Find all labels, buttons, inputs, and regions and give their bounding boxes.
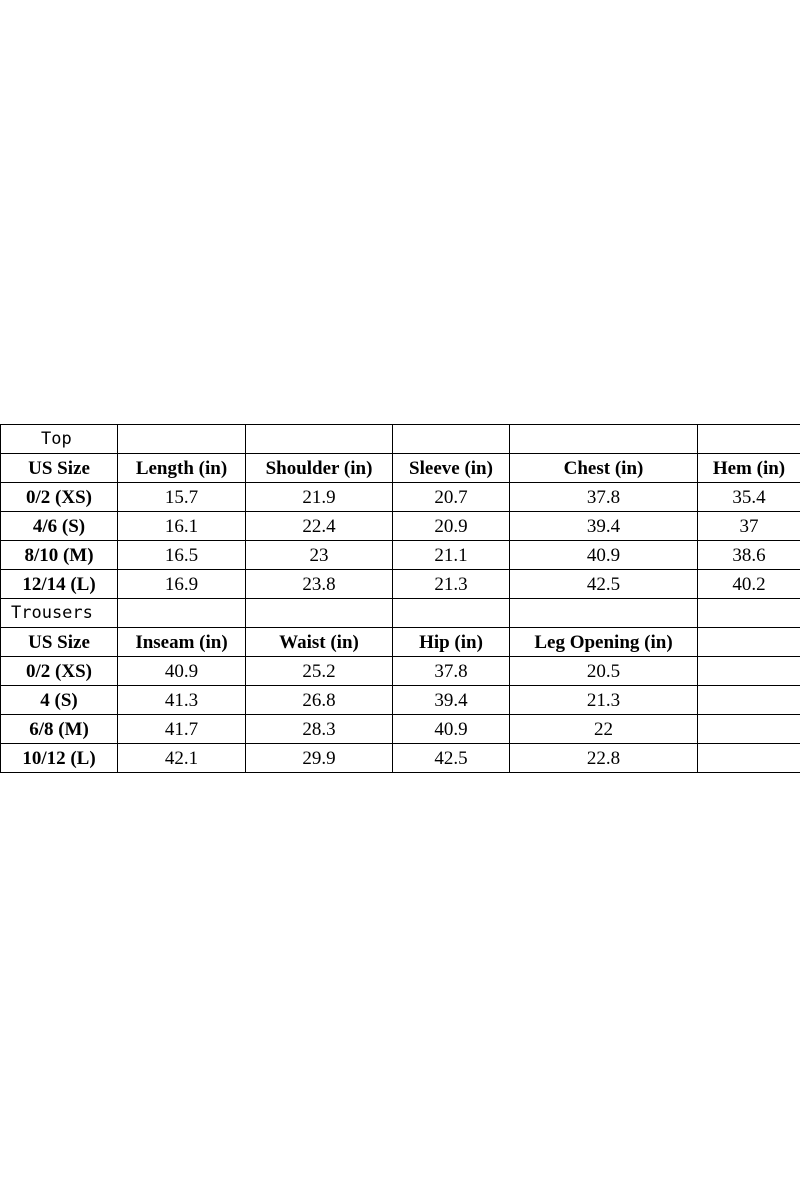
table-cell bbox=[698, 715, 800, 744]
empty-cell bbox=[246, 599, 393, 628]
table-cell: 20.5 bbox=[510, 657, 698, 686]
table-cell: 16.1 bbox=[118, 512, 246, 541]
table-cell: 42.5 bbox=[510, 570, 698, 599]
table-cell: 39.4 bbox=[393, 686, 510, 715]
empty-cell bbox=[118, 599, 246, 628]
empty-cell bbox=[510, 425, 698, 454]
table-cell: 42.5 bbox=[393, 744, 510, 773]
table-cell bbox=[698, 657, 800, 686]
empty-cell bbox=[393, 599, 510, 628]
empty-cell bbox=[698, 599, 800, 628]
table-cell: 21.3 bbox=[393, 570, 510, 599]
table-cell: 39.4 bbox=[510, 512, 698, 541]
size-label: 6/8 (M) bbox=[1, 715, 118, 744]
table-cell: 16.5 bbox=[118, 541, 246, 570]
table-row bbox=[1, 715, 800, 744]
size-label: 4/6 (S) bbox=[1, 512, 118, 541]
table-cell bbox=[698, 744, 800, 773]
table-cell: 26.8 bbox=[246, 686, 393, 715]
empty-cell bbox=[393, 425, 510, 454]
table-cell: 21.1 bbox=[393, 541, 510, 570]
table-cell: 41.7 bbox=[118, 715, 246, 744]
size-label: 10/12 (L) bbox=[1, 744, 118, 773]
top-section-row bbox=[1, 425, 800, 454]
size-label: 4 (S) bbox=[1, 686, 118, 715]
column-header: Inseam (in) bbox=[118, 628, 246, 657]
column-header: US Size bbox=[1, 628, 118, 657]
table-cell: 28.3 bbox=[246, 715, 393, 744]
table-cell: 20.9 bbox=[393, 512, 510, 541]
table-cell: 20.7 bbox=[393, 483, 510, 512]
size-label: 0/2 (XS) bbox=[1, 657, 118, 686]
table-cell: 21.3 bbox=[510, 686, 698, 715]
empty-cell bbox=[118, 425, 246, 454]
empty-cell bbox=[510, 599, 698, 628]
table-cell: 38.6 bbox=[698, 541, 800, 570]
table-row bbox=[1, 686, 800, 715]
column-header: Length (in) bbox=[118, 454, 246, 483]
column-header: Shoulder (in) bbox=[246, 454, 393, 483]
table-cell: 37.8 bbox=[393, 657, 510, 686]
column-header: US Size bbox=[1, 454, 118, 483]
table-cell: 29.9 bbox=[246, 744, 393, 773]
table-cell: 15.7 bbox=[118, 483, 246, 512]
column-header: Hip (in) bbox=[393, 628, 510, 657]
empty-cell bbox=[698, 425, 800, 454]
table-cell: 40.9 bbox=[510, 541, 698, 570]
size-chart-table bbox=[0, 424, 800, 773]
column-header: Sleeve (in) bbox=[393, 454, 510, 483]
table-cell: 23 bbox=[246, 541, 393, 570]
table-cell: 40.2 bbox=[698, 570, 800, 599]
size-label: 0/2 (XS) bbox=[1, 483, 118, 512]
table-cell: 42.1 bbox=[118, 744, 246, 773]
column-header: Waist (in) bbox=[246, 628, 393, 657]
trousers-section-row bbox=[1, 599, 800, 628]
table-cell: 37.8 bbox=[510, 483, 698, 512]
table-cell: 25.2 bbox=[246, 657, 393, 686]
column-header: Chest (in) bbox=[510, 454, 698, 483]
table-cell: 23.8 bbox=[246, 570, 393, 599]
trousers-section-title: Trousers bbox=[1, 599, 118, 628]
column-header bbox=[698, 628, 800, 657]
top-section-title: Top bbox=[1, 425, 118, 454]
table-row bbox=[1, 512, 800, 541]
column-header: Leg Opening (in) bbox=[510, 628, 698, 657]
table-row bbox=[1, 541, 800, 570]
table-cell: 40.9 bbox=[118, 657, 246, 686]
table-row bbox=[1, 483, 800, 512]
table-cell: 40.9 bbox=[393, 715, 510, 744]
table-cell: 22 bbox=[510, 715, 698, 744]
column-header: Hem (in) bbox=[698, 454, 800, 483]
table-row bbox=[1, 570, 800, 599]
top-header-row bbox=[1, 454, 800, 483]
table-row bbox=[1, 657, 800, 686]
table-cell: 22.4 bbox=[246, 512, 393, 541]
table-row bbox=[1, 744, 800, 773]
table-cell: 22.8 bbox=[510, 744, 698, 773]
table-cell: 16.9 bbox=[118, 570, 246, 599]
size-label: 12/14 (L) bbox=[1, 570, 118, 599]
table-cell: 21.9 bbox=[246, 483, 393, 512]
trousers-header-row bbox=[1, 628, 800, 657]
table-cell: 37 bbox=[698, 512, 800, 541]
table-cell bbox=[698, 686, 800, 715]
size-label: 8/10 (M) bbox=[1, 541, 118, 570]
empty-cell bbox=[246, 425, 393, 454]
table-cell: 35.4 bbox=[698, 483, 800, 512]
table-cell: 41.3 bbox=[118, 686, 246, 715]
